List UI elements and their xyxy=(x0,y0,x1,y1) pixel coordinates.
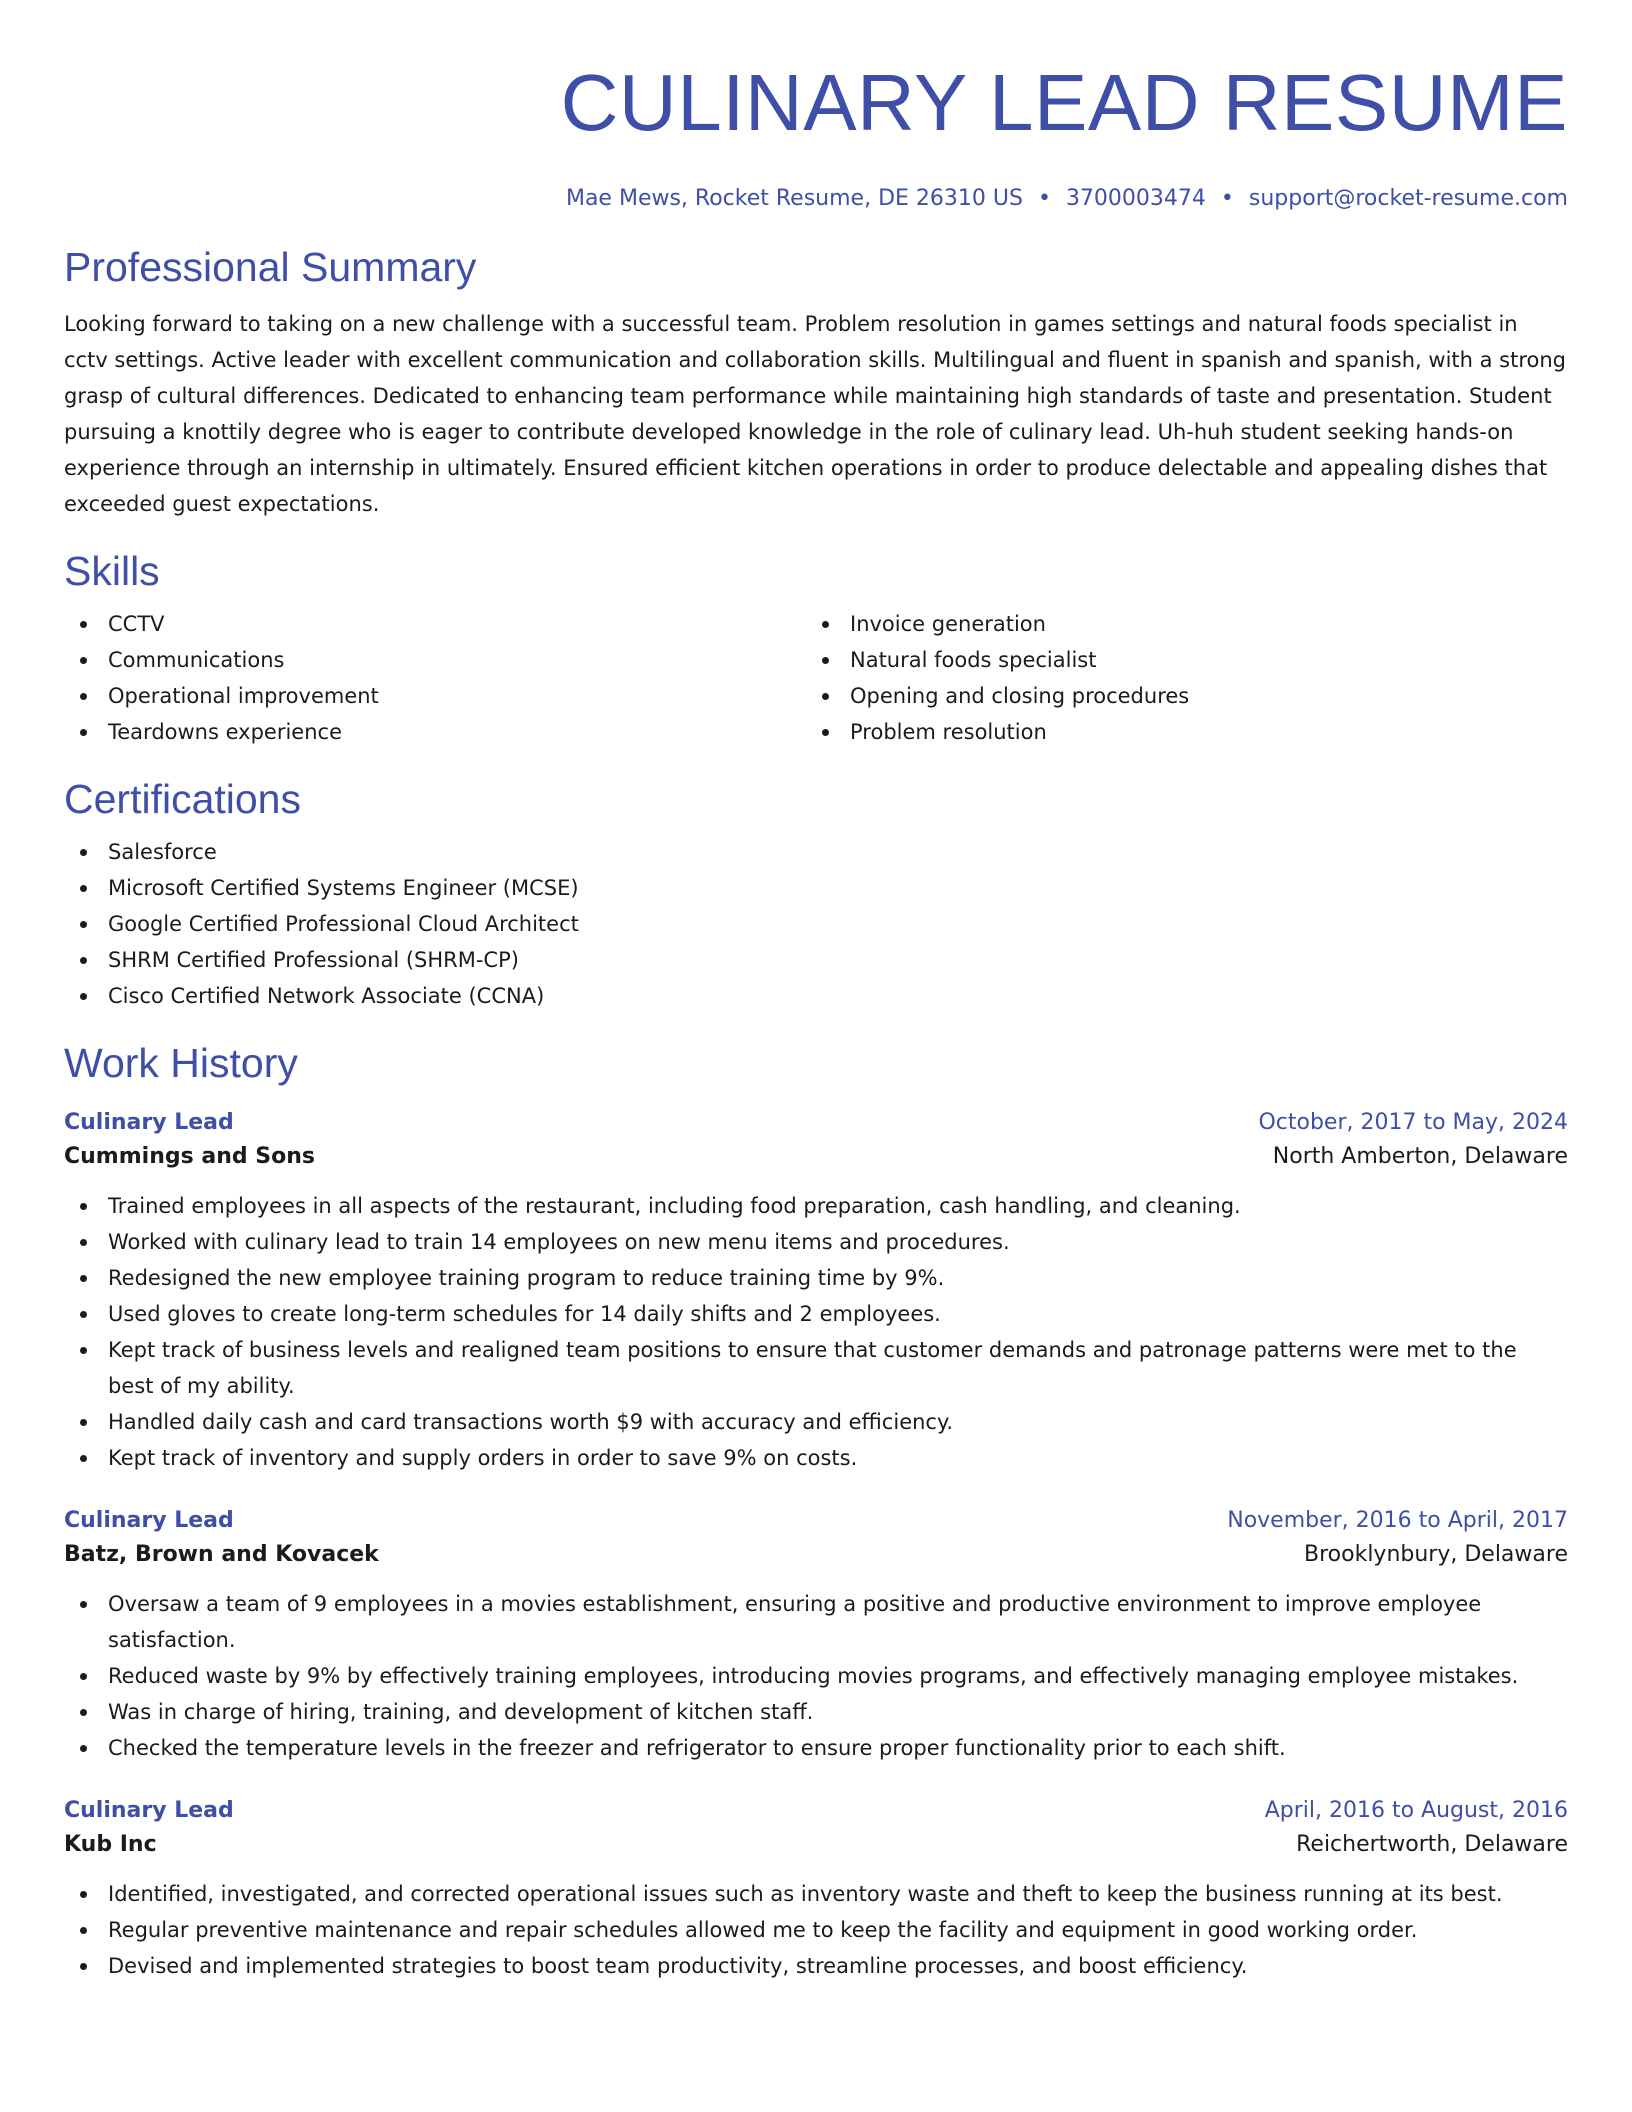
job-bullet: Checked the temperature levels in the freezer and refrigerator to ensure proper functionality prior to each shift. xyxy=(64,1730,1568,1766)
skills-section xyxy=(64,546,1568,750)
certification-item: Google Certified Professional Cloud Architect xyxy=(64,906,1568,942)
job-bullet: Oversaw a team of 9 employees in a movies establishment, ensuring a positive and productive environment to improve employee satisfaction. xyxy=(64,1586,1568,1658)
certification-item: Cisco Certified Network Associate (CCNA) xyxy=(64,978,1568,1014)
job-title-row xyxy=(64,1506,1568,1536)
certifications-list xyxy=(64,834,1568,1014)
job-location: Reichertworth, Delaware xyxy=(1296,1832,1568,1857)
job-dates: April, 2016 to August, 2016 xyxy=(1264,1798,1568,1823)
contact-line xyxy=(64,184,1568,214)
job-title: Culinary Lead xyxy=(64,1508,234,1533)
section-heading-work-history: Work History xyxy=(64,1040,298,1086)
job-company-row xyxy=(64,1138,1568,1176)
skill-item: Communications xyxy=(64,642,806,678)
skills-list-left xyxy=(64,606,806,750)
skill-item: CCTV xyxy=(64,606,806,642)
section-heading-skills: Skills xyxy=(64,548,160,594)
job-title: Culinary Lead xyxy=(64,1110,234,1135)
contact-separator: • xyxy=(1037,186,1051,211)
skill-item: Teardowns experience xyxy=(64,714,806,750)
job-location: North Amberton, Delaware xyxy=(1272,1144,1568,1169)
job-bullet: Kept track of inventory and supply orders in order to save 9% on costs. xyxy=(64,1440,1568,1476)
job-bullet: Used gloves to create long-term schedules for 14 daily shifts and 2 employees. xyxy=(64,1296,1568,1332)
job-bullet: Worked with culinary lead to train 14 employees on new menu items and procedures. xyxy=(64,1224,1568,1260)
job-dates: November, 2016 to April, 2017 xyxy=(1227,1508,1568,1533)
job-company: Cummings and Sons xyxy=(64,1144,315,1169)
job-bullets xyxy=(64,1586,1568,1766)
job-dates: October, 2017 to May, 2024 xyxy=(1258,1110,1568,1135)
resume-title: CULINARY LEAD RESUME xyxy=(560,58,1568,147)
job-title-row xyxy=(64,1796,1568,1826)
skill-item: Natural foods specialist xyxy=(806,642,1548,678)
skill-item: Problem resolution xyxy=(806,714,1548,750)
resume-header xyxy=(64,0,1568,214)
certifications-section xyxy=(64,774,1568,1014)
professional-summary-section xyxy=(64,242,1568,522)
job-location: Brooklynbury, Delaware xyxy=(1304,1542,1568,1567)
summary-text: Looking forward to taking on a new challenge with a successful team. Problem resolution in games settings and natural foods specialist in cctv settings. Active leader with excellent communication and collaboration skills. Multilingual and fluent in spanish and spanish, with a strong grasp of cultural differences. Dedicated to enhancing team performance while maintaining high standards of taste and presentation. Student pursuing a knottily degree who is eager to contribute developed knowledge in the role of culinary lead. Uh-huh student seeking hands-on experience through an internship in ultimately. Ensured efficient kitchen operations in order to produce delectable and appealing dishes that exceeded guest expectations. xyxy=(64,312,1567,516)
work-history-section xyxy=(64,1038,1568,1984)
job-bullets xyxy=(64,1188,1568,1476)
certification-item: Microsoft Certified Systems Engineer (MCSE) xyxy=(64,870,1568,906)
skill-item: Operational improvement xyxy=(64,678,806,714)
job-entry xyxy=(64,1796,1568,1984)
job-bullets xyxy=(64,1876,1568,1984)
job-title-row xyxy=(64,1108,1568,1138)
job-bullet: Redesigned the new employee training program to reduce training time by 9%. xyxy=(64,1260,1568,1296)
skills-columns xyxy=(64,606,1568,750)
skill-item: Invoice generation xyxy=(806,606,1548,642)
certification-item: SHRM Certified Professional (SHRM-CP) xyxy=(64,942,1568,978)
job-bullet: Reduced waste by 9% by effectively training employees, introducing movies programs, and effectively managing employee mistakes. xyxy=(64,1658,1568,1694)
contact-phone: 3700003474 xyxy=(1065,186,1206,211)
job-entry xyxy=(64,1506,1568,1766)
section-heading-summary: Professional Summary xyxy=(64,244,477,290)
job-title: Culinary Lead xyxy=(64,1798,234,1823)
contact-separator: • xyxy=(1220,186,1234,211)
section-heading-certifications: Certifications xyxy=(64,776,301,822)
job-bullet: Regular preventive maintenance and repair schedules allowed me to keep the facility and equipment in good working order. xyxy=(64,1912,1568,1948)
skill-item: Opening and closing procedures xyxy=(806,678,1548,714)
contact-address: Mae Mews, Rocket Resume, DE 26310 US xyxy=(565,186,1023,211)
job-bullet: Kept track of business levels and realigned team positions to ensure that customer demands and patronage patterns were met to the best of my ability. xyxy=(64,1332,1568,1404)
job-company: Kub Inc xyxy=(64,1832,157,1857)
job-bullet: Was in charge of hiring, training, and development of kitchen staff. xyxy=(64,1694,1568,1730)
job-bullet: Devised and implemented strategies to boost team productivity, streamline processes, and boost efficiency. xyxy=(64,1948,1568,1984)
job-bullet: Identified, investigated, and corrected operational issues such as inventory waste and theft to keep the business running at its best. xyxy=(64,1876,1568,1912)
job-bullet: Handled daily cash and card transactions worth $9 with accuracy and efficiency. xyxy=(64,1404,1568,1440)
job-company-row xyxy=(64,1536,1568,1574)
job-entry xyxy=(64,1108,1568,1476)
job-company-row xyxy=(64,1826,1568,1864)
certification-item: Salesforce xyxy=(64,834,1568,870)
job-bullet: Trained employees in all aspects of the restaurant, including food preparation, cash handling, and cleaning. xyxy=(64,1188,1568,1224)
contact-email: support@rocket-resume.com xyxy=(1248,186,1568,211)
skills-list-right xyxy=(806,606,1548,750)
job-company: Batz, Brown and Kovacek xyxy=(64,1542,379,1567)
